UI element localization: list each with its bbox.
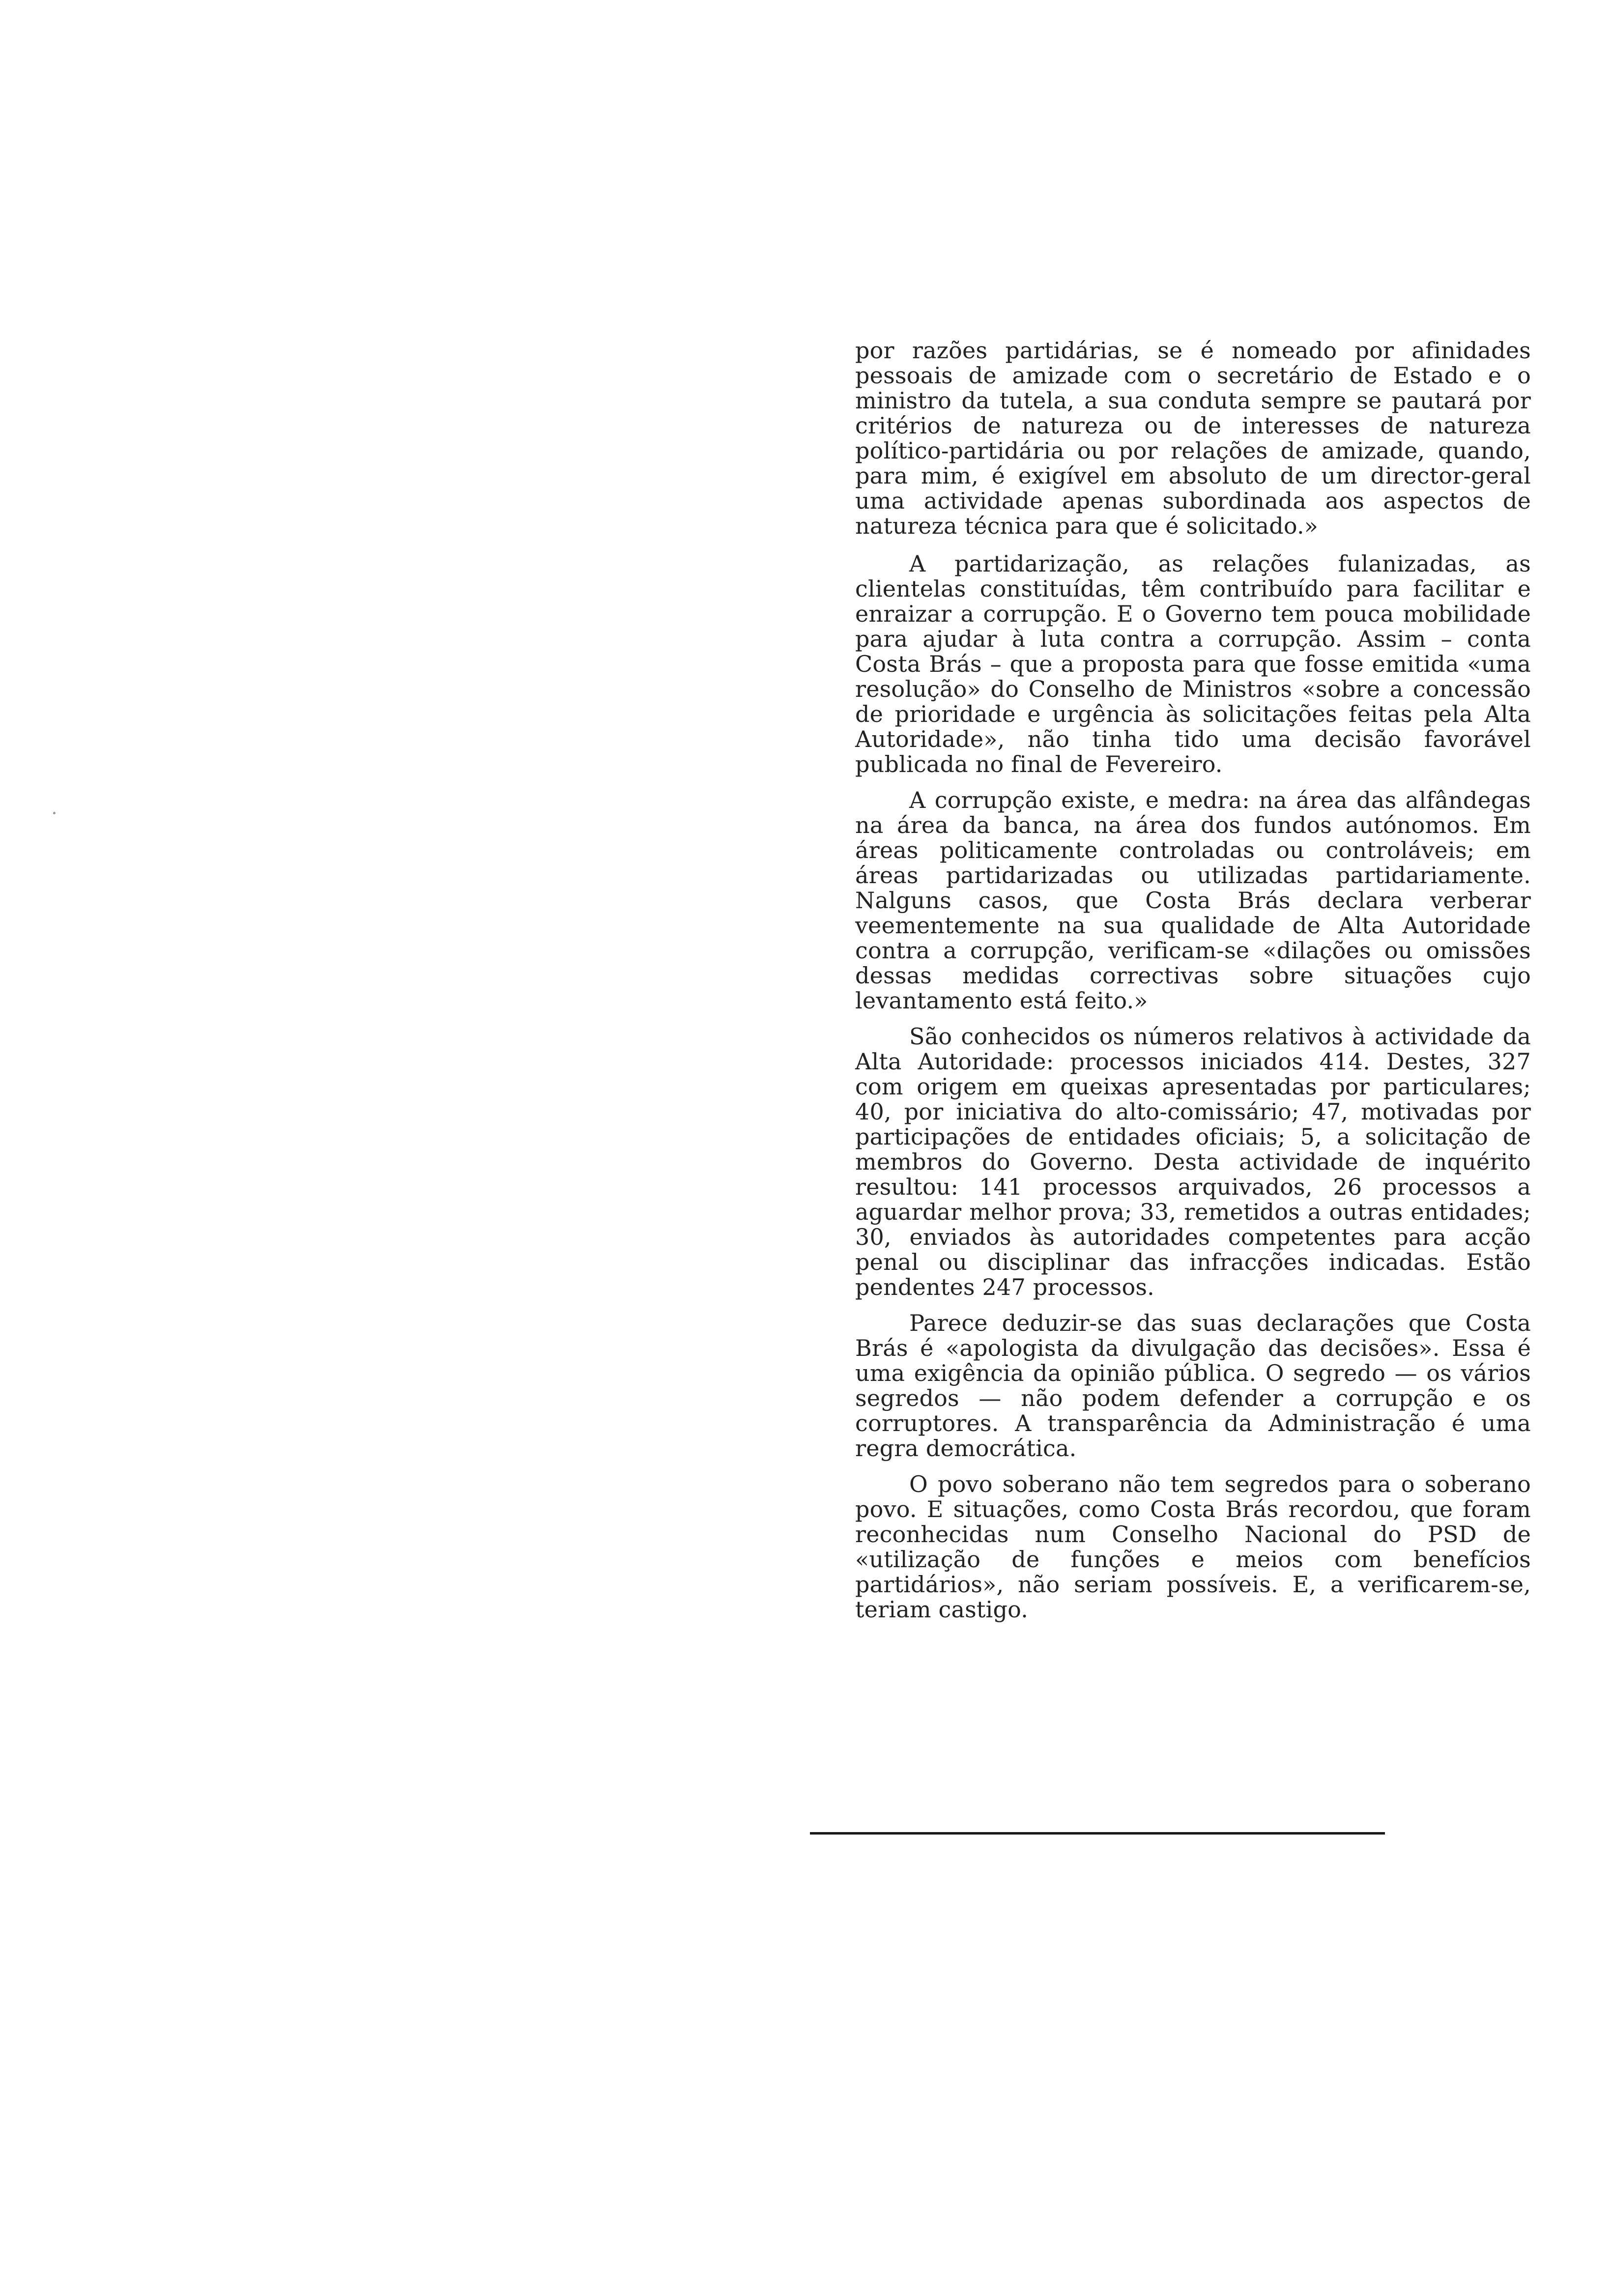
paragraph-6-text: O povo soberano não tem segredos para o soberano povo. E situações, como Costa Brás recordou, que foram reconhecidas num Conselho Nacional do PSD de «utilização de funções e meios com benefícios partidários», não seriam possíveis. E, a verificarem-se, teriam castigo.	[855, 1471, 1531, 1623]
paragraph-4	[855, 1024, 1531, 1300]
paragraph-1	[855, 338, 1531, 539]
article-column	[855, 338, 1531, 1633]
paragraph-3-text: A corrupção existe, e medra: na área das alfândegas na área da banca, na área dos fundos autónomos. Em áreas politicamente controladas ou controláveis; em áreas partidarizadas ou utilizadas partidariamente. Nalguns casos, que Costa Brás declara verberar veementemente na sua qualidade de Alta Autoridade contra a corrupção, verificam-se «dilações ou omissões dessas medidas correctivas sobre situações cujo levantamento está feito.»	[855, 787, 1531, 1014]
paragraph-5-text: Parece deduzir-se das suas declarações que Costa Brás é «apologista da divulgação das decisões». Essa é uma exigência da opinião pública. O segredo — os vários segredos — não podem defender a corrupção e os corruptores. A transparência da Administração é uma regra democrática.	[855, 1310, 1531, 1462]
paragraph-3	[855, 788, 1531, 1013]
scan-speck	[53, 812, 56, 814]
paragraph-1-text: por razões partidárias, se é nomeado por afinidades pessoais de amizade com o secretário de Estado e o ministro da tutela, a sua conduta sempre se pautará por critérios de natureza ou de interesses de natureza político-partidária ou por relações de amizade, quando, para mim, é exigível em absoluto de um director-geral uma actividade apenas subordinada aos aspectos de natureza técnica para que é solicitado.»	[855, 337, 1531, 539]
paragraph-2	[855, 551, 1531, 777]
paragraph-5	[855, 1311, 1531, 1461]
bottom-rule	[810, 1832, 1385, 1835]
paragraph-2-text: A partidarização, as relações fulanizadas, as clientelas constituídas, têm contribuído para facilitar e enraizar a corrupção. E o Governo tem pouca mobilidade para ajudar à luta contra a corrupção. Assim – conta Costa Brás – que a proposta para que fosse emitida «uma resolução» do Conselho de Ministros «sobre a concessão de prioridade e urgência às solicitações feitas pela Alta Autoridade», não tinha tido uma decisão favorável publicada no final de Fevereiro.	[855, 550, 1531, 777]
paragraph-6	[855, 1472, 1531, 1622]
paragraph-4-text: São conhecidos os números relativos à actividade da Alta Autoridade: processos iniciados 414. Destes, 327 com origem em queixas apresentadas por particulares; 40, por iniciativa do alto-comissário; 47, motivadas por participações de entidades oficiais; 5, a solicitação de membros do Governo. Desta actividade de inquérito resultou: 141 processos arquivados, 26 processos a aguardar melhor prova; 33, remetidos a outras entidades; 30, enviados às autoridades competentes para acção penal ou disciplinar das infracções indicadas. Estão pendentes 247 processos.	[855, 1023, 1531, 1300]
